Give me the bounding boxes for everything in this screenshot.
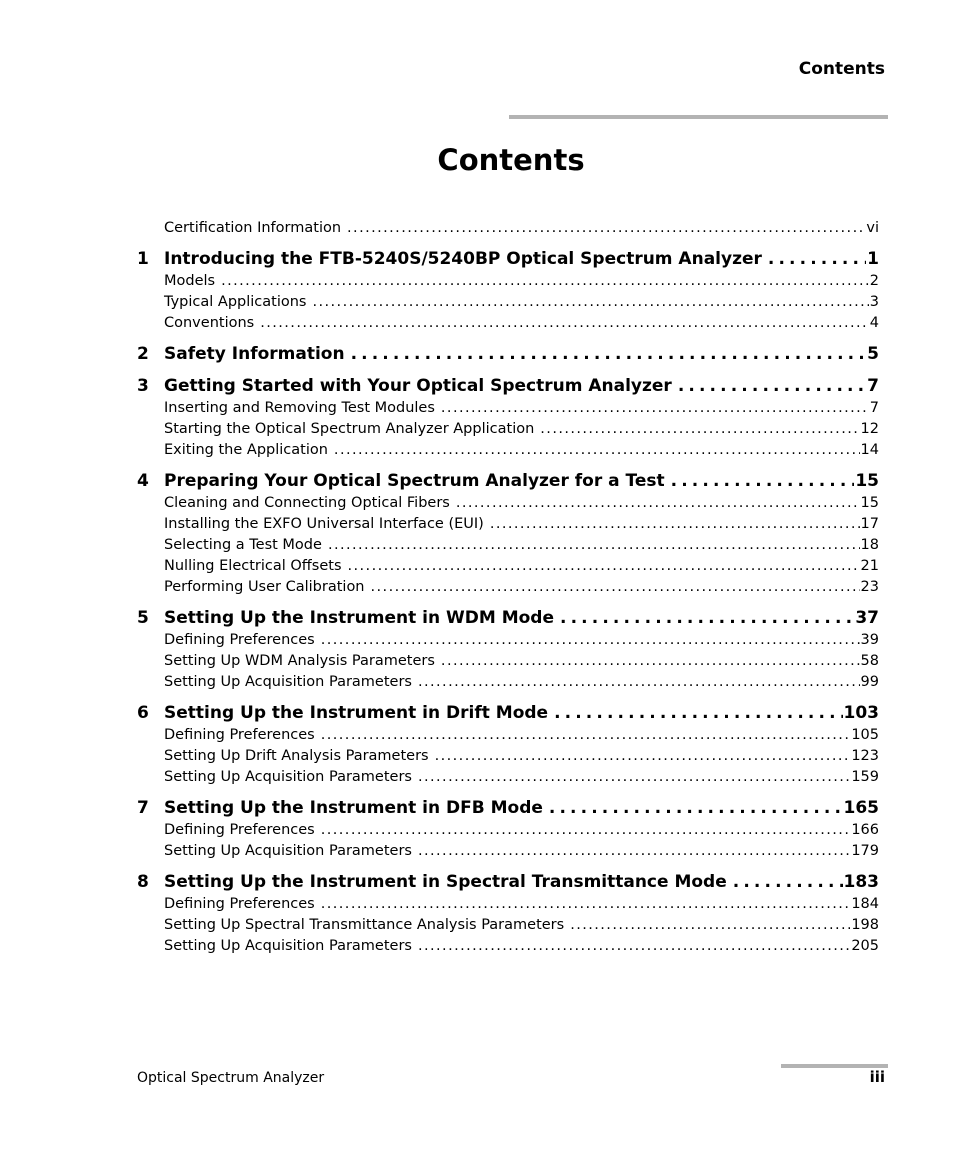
- toc-page-number: 17: [860, 516, 879, 532]
- toc-dot-leader: [321, 894, 851, 915]
- toc-chapter-entry[interactable]: [137, 796, 879, 820]
- toc-section-entry[interactable]: [137, 915, 879, 936]
- toc-dot-leader: [560, 606, 854, 630]
- toc-chapter-entry[interactable]: [137, 870, 879, 894]
- toc-dot-leader: [418, 672, 860, 693]
- toc-chapter-entry[interactable]: [137, 247, 879, 271]
- page-title: Contents: [437, 143, 585, 177]
- toc-dot-leader: [321, 630, 860, 651]
- toc-chapter-entry[interactable]: [137, 606, 879, 630]
- toc-entry-title: Selecting a Test Mode: [164, 537, 322, 553]
- toc-dot-leader: [456, 493, 860, 514]
- table-of-contents: [137, 218, 879, 957]
- toc-entry-title: Typical Applications: [164, 294, 307, 310]
- toc-dot-leader: [490, 514, 860, 535]
- toc-entry-title: Setting Up WDM Analysis Parameters: [164, 653, 435, 669]
- toc-page-number: 4: [869, 315, 879, 331]
- toc-section-entry[interactable]: [137, 894, 879, 915]
- toc-entry-title: Starting the Optical Spectrum Analyzer Application: [164, 421, 535, 437]
- toc-dot-leader: [549, 796, 843, 820]
- toc-page-number: 12: [860, 421, 879, 437]
- toc-page-number: 205: [851, 938, 879, 954]
- toc-chapter-number: 1: [137, 249, 149, 269]
- toc-entry-title: Setting Up Drift Analysis Parameters: [164, 748, 429, 764]
- toc-dot-leader: [540, 419, 859, 440]
- toc-page-number: 183: [843, 872, 879, 892]
- header-rule: [509, 115, 888, 119]
- toc-page-number: 23: [860, 579, 879, 595]
- toc-dot-leader: [371, 577, 860, 598]
- toc-page-number: 103: [843, 703, 879, 723]
- toc-dot-leader: [441, 651, 860, 672]
- toc-page-number: 2: [869, 273, 879, 289]
- toc-page-number: 7: [867, 376, 879, 396]
- toc-entry-title: Getting Started with Your Optical Spectrum Analyzer: [164, 376, 672, 396]
- toc-page-number: 179: [851, 843, 879, 859]
- toc-dot-leader: [418, 767, 850, 788]
- toc-dot-leader: [441, 398, 869, 419]
- toc-chapter-number: 3: [137, 376, 149, 396]
- toc-dot-leader: [418, 841, 850, 862]
- toc-page-number: 15: [855, 471, 879, 491]
- running-header: Contents: [798, 59, 885, 79]
- toc-dot-leader: [347, 218, 865, 239]
- toc-entry-title: Introducing the FTB-5240S/5240BP Optical Spectrum Analyzer: [164, 249, 762, 269]
- toc-section-entry[interactable]: [137, 820, 879, 841]
- toc-page-number: 58: [860, 653, 879, 669]
- toc-entry-title: Preparing Your Optical Spectrum Analyzer for a Test: [164, 471, 665, 491]
- toc-dot-leader: [768, 247, 866, 271]
- toc-section-entry[interactable]: [137, 292, 879, 313]
- toc-section-entry[interactable]: [137, 271, 879, 292]
- toc-dot-leader: [221, 271, 869, 292]
- toc-page-number: 21: [860, 558, 879, 574]
- toc-entry-title: Installing the EXFO Universal Interface (EUI): [164, 516, 484, 532]
- toc-chapter-number: 8: [137, 872, 149, 892]
- toc-chapter-entry[interactable]: [137, 342, 879, 366]
- toc-page-number: 3: [869, 294, 879, 310]
- toc-dot-leader: [260, 313, 869, 334]
- toc-dot-leader: [321, 725, 851, 746]
- toc-chapter-entry[interactable]: [137, 374, 879, 398]
- toc-page-number: 123: [851, 748, 879, 764]
- toc-entry-title: Setting Up the Instrument in Spectral Transmittance Mode: [164, 872, 727, 892]
- toc-page-number: 14: [860, 442, 879, 458]
- toc-entry-title: Defining Preferences: [164, 896, 315, 912]
- toc-dot-leader: [348, 556, 860, 577]
- toc-entry-title: Models: [164, 273, 216, 289]
- footer-page-number: iii: [869, 1068, 885, 1086]
- toc-chapter-number: 2: [137, 344, 149, 364]
- toc-dot-leader: [733, 870, 843, 894]
- toc-page-number: vi: [866, 220, 879, 236]
- toc-chapter-number: 5: [137, 608, 149, 628]
- toc-entry-title: Setting Up the Instrument in WDM Mode: [164, 608, 555, 628]
- toc-entry-title: Setting Up the Instrument in DFB Mode: [164, 798, 543, 818]
- toc-entry-title: Setting Up Acquisition Parameters: [164, 843, 412, 859]
- toc-entry-title: Inserting and Removing Test Modules: [164, 400, 435, 416]
- toc-page-number: 184: [851, 896, 879, 912]
- toc-chapter-number: 7: [137, 798, 149, 818]
- toc-dot-leader: [570, 915, 850, 936]
- toc-dot-leader: [418, 936, 850, 957]
- toc-page-number: 105: [851, 727, 879, 743]
- toc-dot-leader: [435, 746, 851, 767]
- footer-document-title: Optical Spectrum Analyzer: [137, 1070, 325, 1086]
- toc-entry-title: Safety Information: [164, 344, 345, 364]
- toc-page-number: 15: [860, 495, 879, 511]
- toc-entry-title: Setting Up the Instrument in Drift Mode: [164, 703, 549, 723]
- toc-page-number: 1: [867, 249, 879, 269]
- toc-chapter-number: 4: [137, 471, 149, 491]
- toc-dot-leader: [334, 440, 860, 461]
- toc-section-entry[interactable]: [137, 767, 879, 788]
- toc-page-number: 99: [860, 674, 879, 690]
- toc-dot-leader: [351, 342, 867, 366]
- toc-entry-title: Defining Preferences: [164, 822, 315, 838]
- toc-page-number: 39: [860, 632, 879, 648]
- toc-section-entry[interactable]: [137, 630, 879, 651]
- toc-chapter-entry[interactable]: [137, 701, 879, 725]
- toc-entry-title: Defining Preferences: [164, 727, 315, 743]
- toc-page-number: 166: [851, 822, 879, 838]
- toc-section-entry[interactable]: [137, 556, 879, 577]
- toc-page-number: 198: [851, 917, 879, 933]
- toc-chapter-entry[interactable]: [137, 469, 879, 493]
- toc-page-number: 5: [867, 344, 879, 364]
- toc-page-number: 159: [851, 769, 879, 785]
- toc-entry-title: Defining Preferences: [164, 632, 315, 648]
- toc-entry-title: Setting Up Acquisition Parameters: [164, 769, 412, 785]
- toc-dot-leader: [678, 374, 866, 398]
- toc-section-entry[interactable]: [137, 514, 879, 535]
- toc-entry-title: Performing User Calibration: [164, 579, 365, 595]
- toc-entry-title: Setting Up Spectral Transmittance Analysis Parameters: [164, 917, 565, 933]
- toc-section-entry[interactable]: [137, 936, 879, 957]
- toc-entry-title: Conventions: [164, 315, 255, 331]
- toc-entry-title: Setting Up Acquisition Parameters: [164, 938, 412, 954]
- toc-entry-title: Exiting the Application: [164, 442, 328, 458]
- toc-section-entry[interactable]: [137, 493, 879, 514]
- toc-section-entry[interactable]: [137, 440, 879, 461]
- toc-section-entry[interactable]: [137, 535, 879, 556]
- toc-section-entry[interactable]: [137, 651, 879, 672]
- toc-section-entry[interactable]: [137, 725, 879, 746]
- toc-chapter-number: 6: [137, 703, 149, 723]
- toc-section-entry[interactable]: [137, 672, 879, 693]
- toc-dot-leader: [328, 535, 860, 556]
- toc-page-number: 18: [860, 537, 879, 553]
- toc-page-number: 37: [855, 608, 879, 628]
- toc-entry-title: Cleaning and Connecting Optical Fibers: [164, 495, 450, 511]
- toc-entry-title: Certification Information: [164, 220, 342, 236]
- toc-page-number: 7: [869, 400, 879, 416]
- toc-page-number: 165: [843, 798, 879, 818]
- toc-dot-leader: [321, 820, 851, 841]
- toc-section-entry[interactable]: [137, 218, 879, 239]
- toc-section-entry[interactable]: [137, 398, 879, 419]
- toc-section-entry[interactable]: [137, 419, 879, 440]
- toc-section-entry[interactable]: [137, 313, 879, 334]
- toc-section-entry[interactable]: [137, 577, 879, 598]
- toc-section-entry[interactable]: [137, 746, 879, 767]
- toc-entry-title: Nulling Electrical Offsets: [164, 558, 342, 574]
- toc-dot-leader: [671, 469, 855, 493]
- toc-entry-title: Setting Up Acquisition Parameters: [164, 674, 412, 690]
- toc-dot-leader: [554, 701, 842, 725]
- toc-dot-leader: [312, 292, 868, 313]
- toc-section-entry[interactable]: [137, 841, 879, 862]
